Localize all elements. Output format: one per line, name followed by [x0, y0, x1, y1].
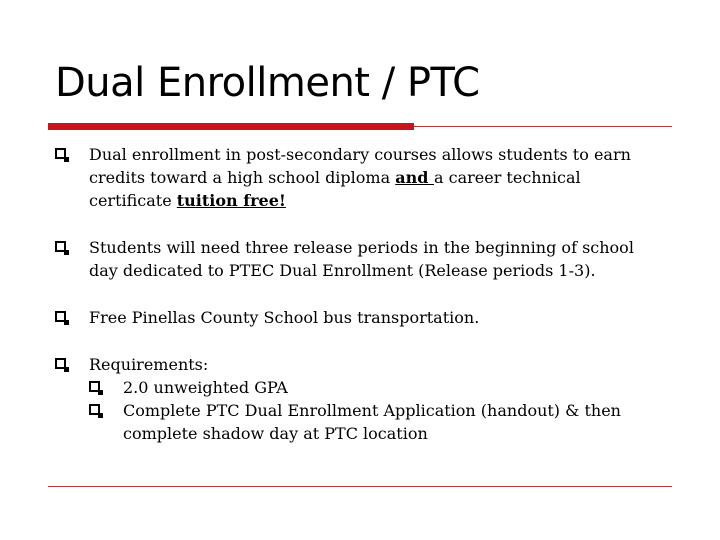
square-bullet-icon	[55, 241, 66, 252]
sub-bullet-gpa	[89, 376, 665, 399]
bullet-emphasis-tuition-free: tuition free!	[176, 191, 286, 210]
square-bullet-icon	[89, 381, 100, 392]
bullet-emphasis-and: and	[395, 168, 434, 187]
requirements-sublist	[89, 376, 665, 445]
sub-bullet-application	[89, 399, 665, 445]
bullet-bus-transportation	[55, 306, 665, 329]
square-bullet-icon	[55, 358, 66, 369]
bullet-text: Free Pinellas County School bus transportation.	[89, 308, 480, 327]
bullet-text-pre: Dual enrollment in post-secondary courses allows students to earn credits toward a high school diploma	[89, 145, 631, 187]
title-accent-bar	[48, 123, 414, 130]
bullet-text: Students will need three release periods in the beginning of school day dedicated to PTEC Dual Enrollment (Release periods 1-3).	[89, 238, 634, 280]
square-bullet-icon	[55, 311, 66, 322]
square-bullet-icon	[89, 404, 100, 415]
sub-bullet-text: Complete PTC Dual Enrollment Application (handout) & then complete shadow day at PTC location	[123, 401, 621, 443]
bullet-dual-enrollment	[55, 143, 665, 212]
bullet-release-periods	[55, 236, 665, 282]
slide-title: Dual Enrollment / PTC	[55, 60, 480, 106]
bullet-requirements	[55, 353, 665, 445]
sub-bullet-text: 2.0 unweighted GPA	[123, 378, 288, 397]
square-bullet-icon	[55, 148, 66, 159]
bullet-text-mid: a career technical certificate	[89, 168, 581, 210]
bullet-list	[55, 143, 665, 445]
footer-divider	[48, 486, 672, 487]
bullet-text: Requirements:	[89, 355, 209, 374]
